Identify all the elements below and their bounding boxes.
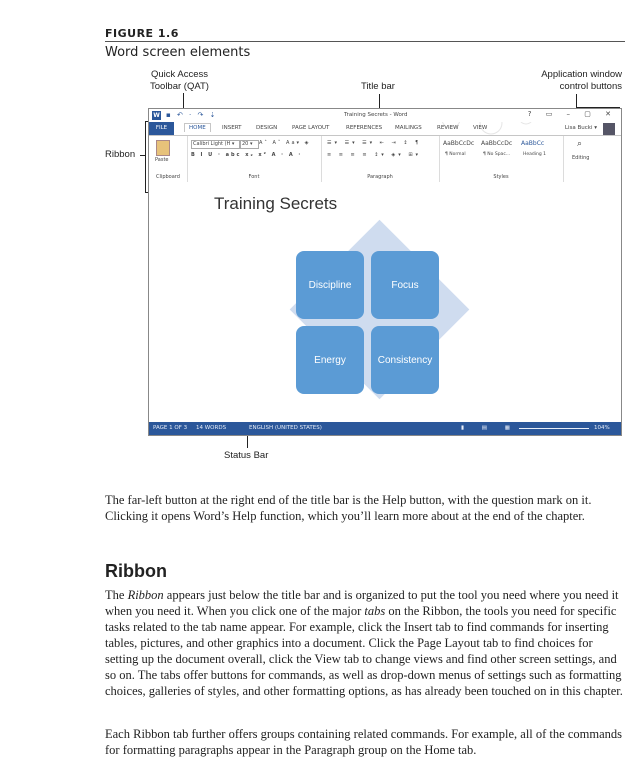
tab-mailings[interactable]: MAILINGS: [395, 125, 422, 131]
callout-qat-line2: Toolbar (QAT): [150, 81, 209, 92]
callout-title-bar: Title bar: [361, 81, 395, 92]
style-nospacing-preview[interactable]: AaBbCcDc: [481, 140, 513, 147]
smartart-tile-consistency[interactable]: Consistency: [371, 326, 439, 394]
group-styles: [439, 136, 564, 182]
paste-icon[interactable]: [156, 140, 170, 156]
heading-ribbon: Ribbon: [105, 561, 167, 581]
figure-label: FIGURE 1.6: [105, 27, 179, 40]
callout-status-line: [247, 434, 248, 448]
paragraph-list-buttons[interactable]: ☰▾ ☰▾ ☰▾ ⇤ ⇥ ↕ ¶: [327, 140, 422, 146]
paragraph-groups: Each Ribbon tab further offers groups containing related commands. For example, all of the commands for formatting paragraphs appear in the Paragraph group on the Home tab.: [105, 727, 622, 757]
smartart-tile-discipline[interactable]: Discipline: [296, 251, 364, 319]
group-font: [187, 136, 322, 182]
avatar[interactable]: [603, 123, 615, 135]
status-zoom[interactable]: 104%: [594, 425, 610, 431]
font-format-buttons[interactable]: B I U · abc x₂ x² A · A ·: [191, 152, 303, 158]
paragraph-help-button: The far-left button at the right end of the title bar is the Help button, with the question mark on it. Clicking it opens Word’s Help function, which you’ll learn more about at the end of the chapter.: [105, 493, 592, 523]
group-styles-name: Styles: [493, 174, 509, 180]
tab-references[interactable]: REFERENCES: [346, 125, 383, 131]
callout-qat-line1: Quick Access: [150, 69, 208, 80]
window-control-buttons[interactable]: ? ▭ – ▢ ✕: [527, 110, 617, 118]
callout-appctl-line-v1: [576, 94, 577, 108]
figure-rule: [105, 41, 625, 42]
style-normal-name: ¶ Normal: [445, 152, 466, 157]
callout-app-controls-line2: control buttons: [559, 81, 622, 92]
paragraph-ribbon: [105, 587, 625, 699]
title-bar: [149, 109, 621, 122]
status-page[interactable]: PAGE 1 OF 3: [153, 425, 188, 431]
ribbon: [149, 135, 621, 183]
status-words[interactable]: 14 WORDS: [196, 425, 227, 431]
group-font-name: Font: [248, 174, 260, 180]
tab-view[interactable]: VIEW: [473, 125, 488, 131]
callout-app-controls-line1: Application window: [541, 69, 622, 80]
quick-access-toolbar[interactable]: ▪ ↶ · ↷ ⇣: [166, 111, 218, 119]
font-size-box[interactable]: 20 ▾: [240, 140, 259, 149]
smartart-tile-energy[interactable]: Energy: [296, 326, 364, 394]
tab-insert[interactable]: INSERT: [222, 125, 242, 131]
editing-label[interactable]: Editing: [572, 155, 590, 161]
style-heading1-name: Heading 1: [523, 152, 547, 157]
status-bar: [149, 422, 621, 435]
group-clipboard-name: Clipboard: [156, 174, 180, 180]
p2-text-b: appears just below the title bar and is organized to put the tool you need where you need it when you need it. When you click one of the major: [105, 588, 619, 618]
font-size-buttons[interactable]: A˄ A˅ Aa▾ ◈: [259, 140, 311, 146]
tab-home[interactable]: HOME: [184, 123, 211, 132]
group-paragraph-name: Paragraph: [367, 174, 393, 180]
document-title: Training Secrets: [214, 194, 338, 213]
tab-file[interactable]: FILE: [149, 122, 174, 135]
zoom-slider[interactable]: [519, 428, 589, 429]
view-buttons[interactable]: ▮ ▤ ▦: [461, 425, 518, 431]
smartart-tile-focus[interactable]: Focus: [371, 251, 439, 319]
group-clipboard: [149, 136, 188, 182]
style-nospacing-name: ¶ No Spac...: [483, 152, 511, 157]
callout-app-controls: [530, 69, 622, 93]
word-logo-icon: W: [153, 112, 160, 119]
tab-design[interactable]: DESIGN: [256, 125, 278, 131]
p2-em-tabs: tabs: [364, 604, 386, 618]
p2-text-c: on the Ribbon, the tools you need for specific tasks related to the tab name appear. For example, click the Insert tab to find commands for inserting tables, pictures, and other graphics into a document. Click the Page Layout tab to find choices for setting up the document overall, click the View tab to change views and find other screen settings, and so on. The tabs offer buttons for commands, as well as drop-down menus of settings such as formatting choices, galleries of styles, and other formatting options, as has already been touched on in this chapter.: [105, 604, 623, 698]
style-heading1-preview[interactable]: AaBbCc: [521, 140, 545, 147]
paragraph-align-buttons[interactable]: ≡ ≡ ≡ ≡ ↕▾ ◈▾ ⊞▾: [327, 152, 422, 158]
figure-caption: Word screen elements: [105, 45, 251, 60]
tab-page-layout[interactable]: PAGE LAYOUT: [292, 125, 330, 131]
callout-qat: [150, 69, 209, 93]
callout-ribbon: Ribbon: [105, 149, 136, 160]
p2-em-ribbon: Ribbon: [127, 588, 164, 602]
status-language[interactable]: ENGLISH (UNITED STATES): [249, 425, 322, 431]
font-name-box[interactable]: Calibri Light (H ▾: [191, 140, 240, 149]
callout-status-bar: Status Bar: [224, 450, 269, 461]
p2-text-a: The: [105, 588, 128, 602]
callout-ribbon-bracket: [145, 121, 146, 193]
window-title: Training Secrets - Word: [344, 112, 408, 118]
tab-review[interactable]: REVIEW: [437, 125, 459, 131]
group-paragraph: [321, 136, 440, 182]
group-editing: [563, 136, 603, 182]
find-icon[interactable]: ⌕: [577, 139, 583, 149]
style-normal-preview[interactable]: AaBbCcDc: [443, 140, 475, 147]
word-window: [148, 108, 622, 436]
user-name[interactable]: Lisa Bucki ▾: [564, 125, 597, 131]
ribbon-tabs: [149, 122, 621, 135]
paste-label[interactable]: Paste: [155, 157, 169, 163]
